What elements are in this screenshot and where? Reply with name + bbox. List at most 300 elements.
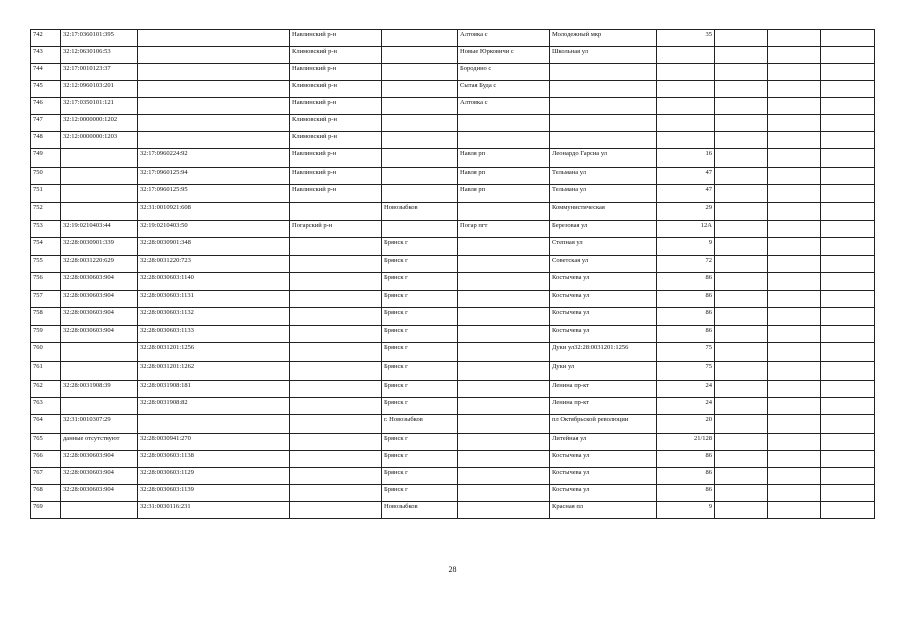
cell-extra-col-2 — [768, 398, 821, 415]
cell-extra-col-3 — [821, 149, 875, 168]
cell-cadastral-number-building: 32:28:0030603:1133 — [138, 326, 290, 343]
cell-house-number: 47 — [657, 185, 715, 203]
cell-extra-col-1 — [715, 238, 768, 256]
cell-extra-col-3 — [821, 256, 875, 273]
cell-city — [382, 64, 458, 81]
cell-extra-col-1 — [715, 47, 768, 64]
cell-house-number: 47 — [657, 168, 715, 185]
cell-cadastral-number-land: 32:28:0030901:339 — [61, 238, 138, 256]
cell-extra-col-3 — [821, 343, 875, 362]
cell-street — [550, 132, 657, 149]
cell-settlement — [458, 115, 550, 132]
cell-cadastral-number-land: 32:17:0010123:37 — [61, 64, 138, 81]
cell-city — [382, 149, 458, 168]
cell-settlement: Алтовка с — [458, 98, 550, 115]
cell-house-number — [657, 47, 715, 64]
cell-settlement: Бородино с — [458, 64, 550, 81]
cell-house-number: 72 — [657, 256, 715, 273]
cell-cadastral-number-building: 32:17:0960125:94 — [138, 168, 290, 185]
cell-street: Ленина пр-кт — [550, 398, 657, 415]
cell-row-number: 743 — [31, 47, 61, 64]
cell-extra-col-2 — [768, 47, 821, 64]
cell-extra-col-2 — [768, 291, 821, 308]
table-row — [31, 221, 875, 238]
cell-extra-col-1 — [715, 256, 768, 273]
cell-district — [290, 308, 382, 326]
cell-extra-col-1 — [715, 415, 768, 434]
cell-district — [290, 415, 382, 434]
cell-row-number: 753 — [31, 221, 61, 238]
cell-cadastral-number-land — [61, 502, 138, 519]
cell-settlement — [458, 238, 550, 256]
cell-cadastral-number-land: 32:28:0030603:904 — [61, 291, 138, 308]
cell-extra-col-2 — [768, 343, 821, 362]
cell-house-number: 86 — [657, 468, 715, 485]
cell-district — [290, 362, 382, 381]
cell-settlement: Новые Юрковичи с — [458, 47, 550, 64]
cell-cadastral-number-land: 32:28:0030603:904 — [61, 485, 138, 502]
cell-row-number: 742 — [31, 30, 61, 47]
table-row — [31, 168, 875, 185]
cell-district: Навлинский р-н — [290, 149, 382, 168]
cell-street: Красная пл — [550, 502, 657, 519]
cell-city: Брянск г — [382, 238, 458, 256]
table-row — [31, 398, 875, 415]
cell-street: Костычева ул — [550, 273, 657, 291]
cell-row-number: 769 — [31, 502, 61, 519]
cell-row-number: 767 — [31, 468, 61, 485]
cell-city — [382, 132, 458, 149]
cell-extra-col-3 — [821, 362, 875, 381]
cell-street — [550, 81, 657, 98]
cell-extra-col-2 — [768, 132, 821, 149]
cell-district: Навлинский р-н — [290, 168, 382, 185]
table-row — [31, 291, 875, 308]
cell-house-number: 24 — [657, 398, 715, 415]
cell-cadastral-number-land — [61, 362, 138, 381]
cell-extra-col-2 — [768, 98, 821, 115]
cell-row-number: 764 — [31, 415, 61, 434]
cell-settlement: Сытая Буда с — [458, 81, 550, 98]
cell-extra-col-2 — [768, 451, 821, 468]
cell-district — [290, 434, 382, 451]
cell-extra-col-2 — [768, 381, 821, 398]
cell-street: Березовая ул — [550, 221, 657, 238]
cell-extra-col-2 — [768, 64, 821, 81]
cell-city — [382, 81, 458, 98]
table-row — [31, 132, 875, 149]
cell-extra-col-1 — [715, 308, 768, 326]
cell-district — [290, 451, 382, 468]
cell-street: Коммунистическая — [550, 203, 657, 221]
cell-house-number — [657, 64, 715, 81]
cell-street: Костычева ул — [550, 485, 657, 502]
cell-district: Климовский р-н — [290, 132, 382, 149]
cell-extra-col-2 — [768, 221, 821, 238]
cell-city: Брянск г — [382, 256, 458, 273]
cell-extra-col-2 — [768, 468, 821, 485]
cell-district: Навлинский р-н — [290, 64, 382, 81]
cell-street: Дуки ул32:28:0031201:1256 — [550, 343, 657, 362]
cell-extra-col-3 — [821, 115, 875, 132]
cell-district: Климовский р-н — [290, 47, 382, 64]
cell-settlement — [458, 468, 550, 485]
cell-extra-col-2 — [768, 168, 821, 185]
cell-cadastral-number-building: 32:28:0030603:1140 — [138, 273, 290, 291]
cell-extra-col-3 — [821, 81, 875, 98]
cell-house-number: 12А — [657, 221, 715, 238]
cell-house-number: 9 — [657, 238, 715, 256]
cell-extra-col-1 — [715, 326, 768, 343]
cell-cadastral-number-building: 32:28:0030603:1132 — [138, 308, 290, 326]
cell-city: Брянск г — [382, 308, 458, 326]
cell-extra-col-1 — [715, 185, 768, 203]
cell-settlement — [458, 381, 550, 398]
table-row — [31, 308, 875, 326]
cell-extra-col-3 — [821, 326, 875, 343]
table-row — [31, 381, 875, 398]
cell-row-number: 746 — [31, 98, 61, 115]
cell-house-number: 24 — [657, 381, 715, 398]
cell-row-number: 765 — [31, 434, 61, 451]
cell-city: Брянск г — [382, 381, 458, 398]
cell-cadastral-number-building: 32:28:0031201:1256 — [138, 343, 290, 362]
cell-cadastral-number-land: 32:28:0030603:904 — [61, 273, 138, 291]
cell-settlement — [458, 415, 550, 434]
cell-settlement — [458, 273, 550, 291]
cell-district — [290, 468, 382, 485]
table-row — [31, 485, 875, 502]
cell-settlement — [458, 451, 550, 468]
cell-row-number: 750 — [31, 168, 61, 185]
cell-cadastral-number-building — [138, 98, 290, 115]
cell-district — [290, 238, 382, 256]
cell-street: Дуки ул — [550, 362, 657, 381]
cell-cadastral-number-building: 32:28:0030603:1138 — [138, 451, 290, 468]
cell-extra-col-2 — [768, 485, 821, 502]
cell-district — [290, 326, 382, 343]
cell-extra-col-2 — [768, 81, 821, 98]
cell-city — [382, 115, 458, 132]
table-row — [31, 434, 875, 451]
cell-settlement: Навля рп — [458, 149, 550, 168]
cell-house-number: 21/128 — [657, 434, 715, 451]
cell-cadastral-number-land — [61, 149, 138, 168]
cell-city — [382, 47, 458, 64]
cell-extra-col-2 — [768, 273, 821, 291]
cell-row-number: 749 — [31, 149, 61, 168]
table-row — [31, 451, 875, 468]
cell-street: Тельмана ул — [550, 185, 657, 203]
cell-extra-col-3 — [821, 451, 875, 468]
table-row — [31, 115, 875, 132]
cell-extra-col-1 — [715, 291, 768, 308]
cell-district: Погарский р-н — [290, 221, 382, 238]
cell-city: Брянск г — [382, 485, 458, 502]
cell-house-number: 75 — [657, 343, 715, 362]
cell-cadastral-number-building: 32:28:0031908:82 — [138, 398, 290, 415]
cell-district — [290, 343, 382, 362]
cell-extra-col-1 — [715, 434, 768, 451]
cell-extra-col-1 — [715, 98, 768, 115]
cell-district: Климовский р-н — [290, 81, 382, 98]
cell-extra-col-1 — [715, 221, 768, 238]
cell-extra-col-1 — [715, 132, 768, 149]
cell-extra-col-3 — [821, 398, 875, 415]
cell-extra-col-3 — [821, 308, 875, 326]
cell-street: Костычева ул — [550, 308, 657, 326]
cell-extra-col-2 — [768, 415, 821, 434]
cell-house-number: 16 — [657, 149, 715, 168]
cell-settlement — [458, 326, 550, 343]
cell-extra-col-2 — [768, 185, 821, 203]
cell-house-number — [657, 132, 715, 149]
cell-row-number: 760 — [31, 343, 61, 362]
table-row — [31, 273, 875, 291]
table-row — [31, 47, 875, 64]
cell-cadastral-number-land: данные отсутствуют — [61, 434, 138, 451]
cell-extra-col-2 — [768, 362, 821, 381]
cell-cadastral-number-land: 32:17:0360101:395 — [61, 30, 138, 47]
cell-street: Молодежный мкр — [550, 30, 657, 47]
cell-house-number — [657, 98, 715, 115]
cell-settlement: Навля рп — [458, 185, 550, 203]
cell-extra-col-1 — [715, 468, 768, 485]
cell-city — [382, 185, 458, 203]
cell-house-number: 20 — [657, 415, 715, 434]
cell-cadastral-number-land: 32:12:0000000:1202 — [61, 115, 138, 132]
table-row — [31, 502, 875, 519]
cell-settlement — [458, 362, 550, 381]
cell-district — [290, 203, 382, 221]
cell-cadastral-number-building — [138, 81, 290, 98]
cell-street: Леонардо Гарсиа ул — [550, 149, 657, 168]
page-number: 28 — [448, 565, 457, 574]
cell-cadastral-number-building — [138, 64, 290, 81]
cell-cadastral-number-land — [61, 343, 138, 362]
cell-row-number: 758 — [31, 308, 61, 326]
cell-row-number: 755 — [31, 256, 61, 273]
cell-district — [290, 291, 382, 308]
cell-district: Навлинский р-н — [290, 30, 382, 47]
cell-city: Брянск г — [382, 273, 458, 291]
cell-city: Брянск г — [382, 451, 458, 468]
cell-row-number: 747 — [31, 115, 61, 132]
table-row — [31, 238, 875, 256]
cell-extra-col-3 — [821, 98, 875, 115]
cell-row-number: 762 — [31, 381, 61, 398]
cell-district — [290, 502, 382, 519]
table-row — [31, 362, 875, 381]
cell-settlement — [458, 343, 550, 362]
cell-cadastral-number-land: 32:12:0960103:201 — [61, 81, 138, 98]
cell-extra-col-1 — [715, 30, 768, 47]
property-register-table — [30, 29, 875, 519]
cell-cadastral-number-land: 32:12:0000000:1203 — [61, 132, 138, 149]
cell-extra-col-2 — [768, 308, 821, 326]
cell-cadastral-number-land — [61, 398, 138, 415]
cell-extra-col-3 — [821, 502, 875, 519]
table-row — [31, 256, 875, 273]
table-row — [31, 343, 875, 362]
cell-district — [290, 485, 382, 502]
cell-cadastral-number-building: 32:28:0031220:723 — [138, 256, 290, 273]
cell-extra-col-1 — [715, 398, 768, 415]
table-row — [31, 468, 875, 485]
cell-street — [550, 64, 657, 81]
cell-street: Костычева ул — [550, 451, 657, 468]
cell-district — [290, 273, 382, 291]
cell-extra-col-3 — [821, 485, 875, 502]
cell-house-number: 86 — [657, 291, 715, 308]
cell-house-number: 86 — [657, 308, 715, 326]
cell-district — [290, 398, 382, 415]
cell-house-number: 86 — [657, 273, 715, 291]
cell-row-number: 766 — [31, 451, 61, 468]
cell-cadastral-number-land — [61, 168, 138, 185]
cell-cadastral-number-building: 32:28:0030901:348 — [138, 238, 290, 256]
cell-cadastral-number-building — [138, 415, 290, 434]
cell-settlement — [458, 256, 550, 273]
cell-city — [382, 168, 458, 185]
cell-extra-col-1 — [715, 381, 768, 398]
cell-extra-col-1 — [715, 168, 768, 185]
cell-extra-col-2 — [768, 30, 821, 47]
cell-cadastral-number-land: 32:28:0030603:904 — [61, 468, 138, 485]
cell-street — [550, 98, 657, 115]
table-row — [31, 185, 875, 203]
cell-extra-col-1 — [715, 451, 768, 468]
cell-street: Советская ул — [550, 256, 657, 273]
cell-settlement — [458, 203, 550, 221]
cell-extra-col-1 — [715, 273, 768, 291]
cell-cadastral-number-land: 32:28:0030603:904 — [61, 451, 138, 468]
cell-cadastral-number-building — [138, 47, 290, 64]
cell-row-number: 761 — [31, 362, 61, 381]
cell-settlement — [458, 132, 550, 149]
cell-district — [290, 256, 382, 273]
cell-extra-col-1 — [715, 115, 768, 132]
cell-extra-col-1 — [715, 362, 768, 381]
cell-row-number: 768 — [31, 485, 61, 502]
cell-house-number: 29 — [657, 203, 715, 221]
table-row — [31, 203, 875, 221]
cell-cadastral-number-building: 32:28:0031908:181 — [138, 381, 290, 398]
cell-extra-col-3 — [821, 221, 875, 238]
cell-settlement — [458, 434, 550, 451]
cell-house-number: 86 — [657, 451, 715, 468]
cell-cadastral-number-building — [138, 30, 290, 47]
cell-row-number: 751 — [31, 185, 61, 203]
table-row — [31, 98, 875, 115]
cell-district — [290, 381, 382, 398]
cell-row-number: 748 — [31, 132, 61, 149]
cell-extra-col-3 — [821, 415, 875, 434]
cell-cadastral-number-building: 32:31:0030116:231 — [138, 502, 290, 519]
cell-cadastral-number-building: 32:28:0030603:1139 — [138, 485, 290, 502]
cell-city — [382, 30, 458, 47]
table-body — [31, 30, 875, 519]
cell-cadastral-number-land: 32:28:0031220:629 — [61, 256, 138, 273]
cell-city: Новозыбков — [382, 203, 458, 221]
cell-city: Брянск г — [382, 362, 458, 381]
cell-extra-col-2 — [768, 256, 821, 273]
cell-extra-col-3 — [821, 381, 875, 398]
cell-extra-col-2 — [768, 502, 821, 519]
cell-cadastral-number-land: 32:31:0010307:29 — [61, 415, 138, 434]
cell-extra-col-3 — [821, 238, 875, 256]
cell-settlement — [458, 502, 550, 519]
cell-extra-col-2 — [768, 326, 821, 343]
cell-extra-col-1 — [715, 81, 768, 98]
cell-cadastral-number-land: 32:19:0210403:44 — [61, 221, 138, 238]
cell-cadastral-number-land: 32:28:0031908:39 — [61, 381, 138, 398]
cell-street: Школьная ул — [550, 47, 657, 64]
cell-extra-col-1 — [715, 203, 768, 221]
cell-house-number: 75 — [657, 362, 715, 381]
cell-extra-col-3 — [821, 434, 875, 451]
cell-extra-col-3 — [821, 47, 875, 64]
cell-cadastral-number-land: 32:17:0350101:121 — [61, 98, 138, 115]
cell-city: Брянск г — [382, 291, 458, 308]
cell-street: Костычева ул — [550, 468, 657, 485]
cell-row-number: 756 — [31, 273, 61, 291]
cell-city: Брянск г — [382, 434, 458, 451]
cell-cadastral-number-land — [61, 203, 138, 221]
cell-cadastral-number-building: 32:28:0030603:1131 — [138, 291, 290, 308]
cell-settlement: Алтовка с — [458, 30, 550, 47]
cell-house-number: 86 — [657, 485, 715, 502]
cell-street: Литейная ул — [550, 434, 657, 451]
cell-cadastral-number-building: 32:28:0030941:270 — [138, 434, 290, 451]
cell-extra-col-3 — [821, 185, 875, 203]
cell-district: Навлинский р-н — [290, 185, 382, 203]
cell-row-number: 757 — [31, 291, 61, 308]
cell-row-number: 744 — [31, 64, 61, 81]
cell-house-number: 35 — [657, 30, 715, 47]
table-row — [31, 415, 875, 434]
cell-row-number: 763 — [31, 398, 61, 415]
cell-settlement — [458, 485, 550, 502]
cell-street: Тельмана ул — [550, 168, 657, 185]
cell-extra-col-3 — [821, 291, 875, 308]
cell-street: Ленина пр-кт — [550, 381, 657, 398]
cell-extra-col-1 — [715, 343, 768, 362]
cell-settlement — [458, 291, 550, 308]
cell-extra-col-3 — [821, 64, 875, 81]
cell-cadastral-number-building — [138, 115, 290, 132]
table-row — [31, 326, 875, 343]
cell-settlement — [458, 308, 550, 326]
table-row — [31, 81, 875, 98]
cell-cadastral-number-building: 32:19:0210403:50 — [138, 221, 290, 238]
cell-street: Степная ул — [550, 238, 657, 256]
cell-cadastral-number-building: 32:17:0960224:92 — [138, 149, 290, 168]
cell-extra-col-2 — [768, 434, 821, 451]
cell-city: Брянск г — [382, 468, 458, 485]
cell-street: Костычева ул — [550, 291, 657, 308]
cell-street: Костычева ул — [550, 326, 657, 343]
cell-extra-col-3 — [821, 30, 875, 47]
cell-settlement: Погар пгт — [458, 221, 550, 238]
cell-extra-col-1 — [715, 149, 768, 168]
cell-cadastral-number-building: 32:31:0010921:608 — [138, 203, 290, 221]
cell-city — [382, 221, 458, 238]
cell-city: Брянск г — [382, 398, 458, 415]
cell-extra-col-3 — [821, 273, 875, 291]
cell-extra-col-2 — [768, 115, 821, 132]
cell-settlement — [458, 398, 550, 415]
